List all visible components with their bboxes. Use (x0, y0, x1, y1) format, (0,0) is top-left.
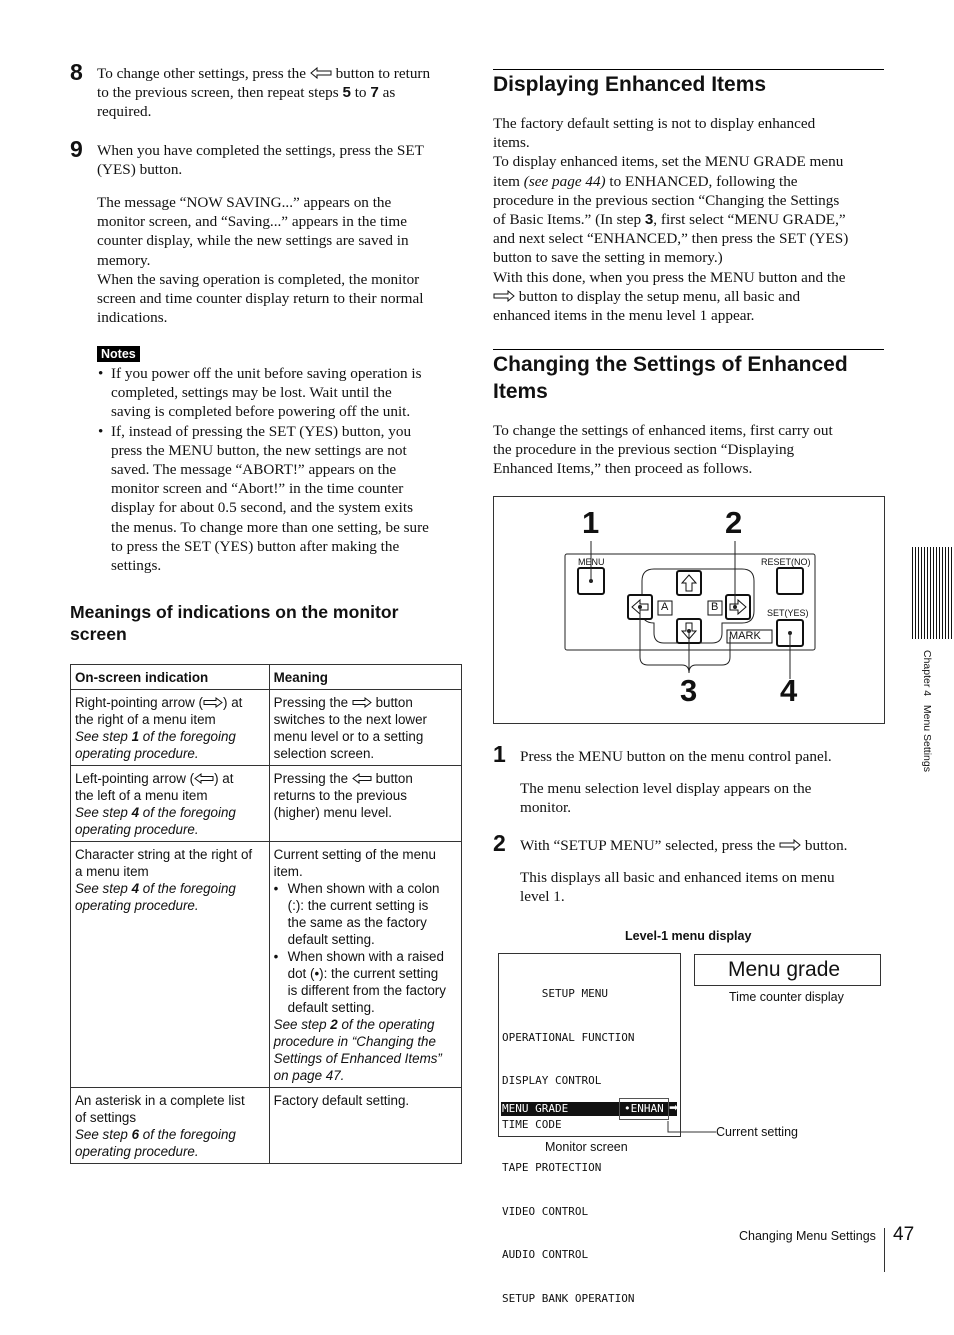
section-heading-displaying: Displaying Enhanced Items (493, 73, 767, 96)
cell-text: returns to the previous (273, 788, 407, 803)
screen-line: SETUP BANK OPERATION (502, 1291, 635, 1305)
text-line: the procedure in the previous section “Displaying (493, 441, 795, 459)
table-cell (71, 1088, 270, 1164)
text-line: settings. (111, 557, 162, 575)
text-line: monitor. (520, 799, 572, 817)
chapter-tab-stripes (912, 547, 954, 639)
bullet-item (274, 948, 457, 1016)
cell-text: See step (273, 1017, 327, 1032)
set-label: SET(YES) (767, 608, 809, 618)
cell-text: the right of a menu item (75, 712, 216, 727)
text-line: monitor screen and “Abort!” in the time counter (111, 480, 404, 498)
text-line: saving is completed before powering off the unit. (111, 403, 411, 421)
cell-text: on page 47. (273, 1068, 345, 1083)
cell-text: An asterisk in a complete list (75, 1093, 245, 1108)
screen-line: SETUP MENU (502, 987, 608, 1000)
table-cell (71, 766, 270, 842)
step-ref: 3 (644, 211, 654, 229)
time-counter-label: Time counter display (729, 990, 844, 1004)
step-number: 8 (70, 59, 83, 85)
step-1-detail (520, 779, 900, 817)
text-part: to ENHANCED, following the (609, 172, 798, 190)
text-line: The menu selection level display appears on the (520, 780, 812, 797)
cell-text: See step (75, 729, 128, 744)
meanings-heading (70, 601, 470, 645)
right-hollow-arrow-icon (493, 290, 515, 302)
left-hollow-arrow-icon (310, 67, 332, 79)
screen-line: VIDEO CONTROL (502, 1204, 589, 1218)
screen-line: DISPLAY CONTROL (502, 1074, 602, 1087)
table-cell (71, 690, 270, 766)
cell-text: the same as the factory (287, 915, 427, 930)
screen-line: TAPE PROTECTION (502, 1161, 602, 1174)
step-ref: 2 (330, 1017, 338, 1032)
current-setting-leader (660, 1120, 720, 1136)
indications-table (70, 664, 462, 1164)
text-line: counter display, while the new settings are saved in (97, 232, 409, 250)
note-item (97, 422, 467, 576)
section-rule (493, 69, 884, 70)
cell-text: of the foregoing (142, 729, 236, 744)
text-part: With “SETUP MENU” selected, press the (520, 837, 776, 854)
cell-text: Pressing the (273, 771, 349, 786)
cell-text: Left-pointing arrow ( (75, 771, 195, 786)
cell-text: Character string at the right of (75, 847, 253, 862)
right-hollow-arrow-icon (203, 697, 223, 708)
cell-text: See step (75, 1127, 128, 1142)
cell-text: of settings (75, 1110, 137, 1125)
table-header-row (71, 665, 462, 690)
callout-4: 4 (780, 673, 798, 708)
step-9-detail (97, 193, 467, 327)
left-hollow-arrow-icon (194, 773, 214, 784)
menu-control-panel-figure (493, 496, 885, 724)
reset-label: RESET(NO) (761, 557, 811, 567)
callout-2: 2 (725, 505, 743, 540)
note-item (97, 364, 467, 422)
table-cell (269, 1088, 461, 1164)
text-line: • If, instead of pressing the SET (YES) button, you (111, 422, 412, 440)
step-text-part: to the previous screen, then repeat steps (97, 84, 339, 102)
cell-text: operating procedure. (75, 1144, 199, 1159)
cell-text: of the operating (341, 1017, 435, 1032)
cell-text: (:): the current setting is (287, 898, 429, 913)
current-value: •ENHAN (624, 1102, 664, 1115)
step-text-part: to (354, 84, 367, 102)
leader-dot (788, 631, 792, 635)
step-line: (YES) button. (97, 161, 183, 179)
cell-text: operating procedure. (75, 898, 199, 913)
step-ref: 4 (131, 881, 140, 896)
cell-text: See step (75, 805, 128, 820)
current-setting-label: Current setting (716, 1125, 798, 1139)
table-cell (71, 842, 270, 1088)
text-line: monitor screen, and “Saving...” appears in the time (97, 213, 407, 231)
screen-line: TIME CODE (502, 1117, 562, 1131)
right-hollow-arrow-icon (352, 697, 372, 708)
left-hollow-arrow-icon (352, 773, 372, 784)
table-cell (269, 766, 461, 842)
cell-text: of the foregoing (142, 805, 236, 820)
reset-button[interactable] (777, 568, 803, 594)
text-line: and next select “ENHANCED,” then press the SET (YES) (493, 230, 849, 248)
menu-label: MENU (578, 557, 605, 567)
text-line: saved. The message “ABORT!” appears on the (111, 461, 397, 479)
figure-caption: Level-1 menu display (625, 929, 752, 943)
cell-text: ) at (214, 771, 234, 786)
step-text (97, 141, 467, 179)
step-text-part: button to return (335, 65, 431, 82)
cell-text: • When shown with a raised (287, 949, 444, 964)
callout-1: 1 (582, 505, 600, 540)
text-part: button to display the setup menu, all basic and (518, 287, 801, 305)
cell-text: of the foregoing (142, 881, 236, 896)
text-line: level 1. (520, 888, 565, 906)
text-line: Enhanced Items,” then proceed as follows. (493, 460, 753, 478)
text-line: completed, settings may be lost. Wait until the (111, 384, 392, 402)
step-2-text (520, 836, 900, 855)
text-line: enhanced items in the menu level 1 appear. (493, 307, 755, 325)
heading-line: Changing the Settings of Enhanced (493, 353, 848, 376)
chapter-label: Chapter 4 Menu Settings (921, 650, 933, 772)
text-line: procedure in the previous section “Changing the Settings (493, 191, 840, 209)
leader-dot (589, 579, 593, 583)
text-line: When the saving operation is completed, the monitor (97, 270, 420, 288)
step-text-part: as (382, 84, 396, 102)
cell-text: (higher) menu level. (273, 805, 392, 820)
right-hollow-arrow-icon (779, 839, 801, 851)
text-line: button to save the setting in memory.) (493, 249, 723, 267)
cell-text: Pressing the (273, 695, 349, 710)
text-line: to press the SET (YES) button after making the (111, 537, 400, 555)
a-label: A (661, 601, 669, 613)
indications-table-wrap (70, 664, 462, 1164)
text-line: the menus. To change more than one setting, be sure (111, 518, 429, 536)
step-text-part: required. (97, 103, 152, 121)
text-part: of Basic Items.” (In step (493, 211, 642, 229)
notes-badge-wrap (97, 345, 140, 363)
cell-text: a menu item (75, 864, 149, 879)
heading-line: Items (493, 380, 548, 403)
table-cell (269, 842, 461, 1088)
cell-text: of the foregoing (142, 1127, 236, 1142)
screen-line: AUDIO CONTROL (502, 1248, 589, 1261)
cell-text: Settings of Enhanced Items” (273, 1051, 442, 1066)
changing-body (493, 421, 893, 479)
cell-text: default setting. (287, 1000, 375, 1015)
mark-label: MARK (729, 630, 761, 642)
time-counter-display: Menu grade (694, 954, 881, 986)
column-header: On-screen indication (71, 665, 270, 690)
cell-text: switches to the next lower (273, 712, 427, 727)
text-line: The message “NOW SAVING...” appears on the (97, 194, 392, 211)
cell-text: button (375, 771, 413, 786)
cell-text: the left of a menu item (75, 788, 208, 803)
table-row (71, 690, 462, 766)
text-line: items. (493, 134, 530, 152)
step-number: 2 (493, 830, 506, 856)
cell-text: default setting. (287, 932, 375, 947)
cell-text: Factory default setting. (273, 1093, 410, 1108)
heading-line: screen (70, 624, 127, 644)
cell-text: operating procedure. (75, 746, 199, 761)
cell-text: item. (273, 864, 303, 879)
right-arrow-icon: ➡ (669, 1101, 679, 1114)
step-ref: 6 (131, 1127, 140, 1142)
page-reference: (see page 44) (523, 172, 606, 190)
cell-text: dot (•): the current setting (287, 966, 439, 981)
footer-divider (884, 1228, 885, 1272)
table-row (71, 1088, 462, 1164)
heading-line: Meanings of indications on the monitor (70, 602, 399, 622)
cell-text: Right-pointing arrow ( (75, 695, 204, 710)
screen-line: OPERATIONAL FUNCTION (502, 1030, 635, 1044)
bullet-item (274, 880, 457, 948)
text-line: To change the settings of enhanced items, first carry out (493, 422, 833, 439)
step-ref: 7 (370, 84, 379, 102)
text-line: To display enhanced items, set the MENU GRADE menu (493, 153, 844, 171)
current-setting-highlight (619, 1098, 669, 1120)
displaying-body (493, 114, 893, 325)
step-number: 1 (493, 741, 506, 767)
footer-section-name: Changing Menu Settings (739, 1229, 876, 1243)
step-ref: 4 (131, 805, 140, 820)
text-line: indications. (97, 309, 168, 327)
table-row (71, 842, 462, 1088)
leader-dot (733, 605, 737, 609)
cell-text: selection screen. (273, 746, 375, 761)
notes-list (97, 364, 467, 575)
table-cell (269, 690, 461, 766)
cell-text: • When shown with a colon (287, 881, 440, 896)
text-part: item (493, 172, 520, 190)
text-part: , first select “MENU GRADE,” (653, 211, 846, 229)
cell-text: menu level or to a setting (273, 729, 424, 744)
text-line: memory. (97, 251, 151, 269)
page-number: 47 (893, 1224, 915, 1245)
b-label: B (711, 601, 719, 613)
monitor-screen-label: Monitor screen (545, 1140, 628, 1154)
text-line: The factory default setting is not to display enhanced (493, 115, 816, 132)
text-line: • If you power off the unit before saving operation is (111, 365, 422, 382)
cell-text: ) at (223, 695, 243, 710)
cell-text: button (375, 695, 413, 710)
step-2-detail (520, 868, 900, 906)
callout-3: 3 (680, 673, 698, 708)
cell-text: operating procedure. (75, 822, 199, 837)
step-1-text: Press the MENU button on the menu control panel. (520, 748, 832, 765)
step-text-part: To change other settings, press the (97, 65, 306, 82)
cell-text: procedure in “Changing the (273, 1034, 436, 1049)
notes-badge: Notes (97, 346, 140, 362)
step-ref: 5 (342, 84, 351, 102)
text-line: screen and time counter display return to their normal (97, 290, 424, 308)
text-line: press the MENU button, the new settings are not (111, 441, 407, 459)
column-header: Meaning (269, 665, 461, 690)
menu-grade-item: MENU GRADE (502, 1102, 569, 1115)
step-number: 9 (70, 136, 83, 162)
table-row (71, 766, 462, 842)
cell-text: See step (75, 881, 128, 896)
section-rule (493, 349, 884, 350)
step-line: When you have completed the settings, press the SET (97, 142, 424, 159)
text-line: display for about 0.5 second, and the system exits (111, 499, 414, 517)
section-heading-changing (493, 351, 893, 405)
cell-text: Current setting of the menu (273, 847, 436, 862)
text-part: button. (804, 837, 848, 854)
text-line: This displays all basic and enhanced items on menu (520, 869, 835, 886)
text-line: With this done, when you press the MENU button and the (493, 268, 846, 286)
cell-text: is different from the factory (287, 983, 446, 998)
step-text (97, 64, 467, 122)
step-ref: 1 (131, 729, 140, 744)
